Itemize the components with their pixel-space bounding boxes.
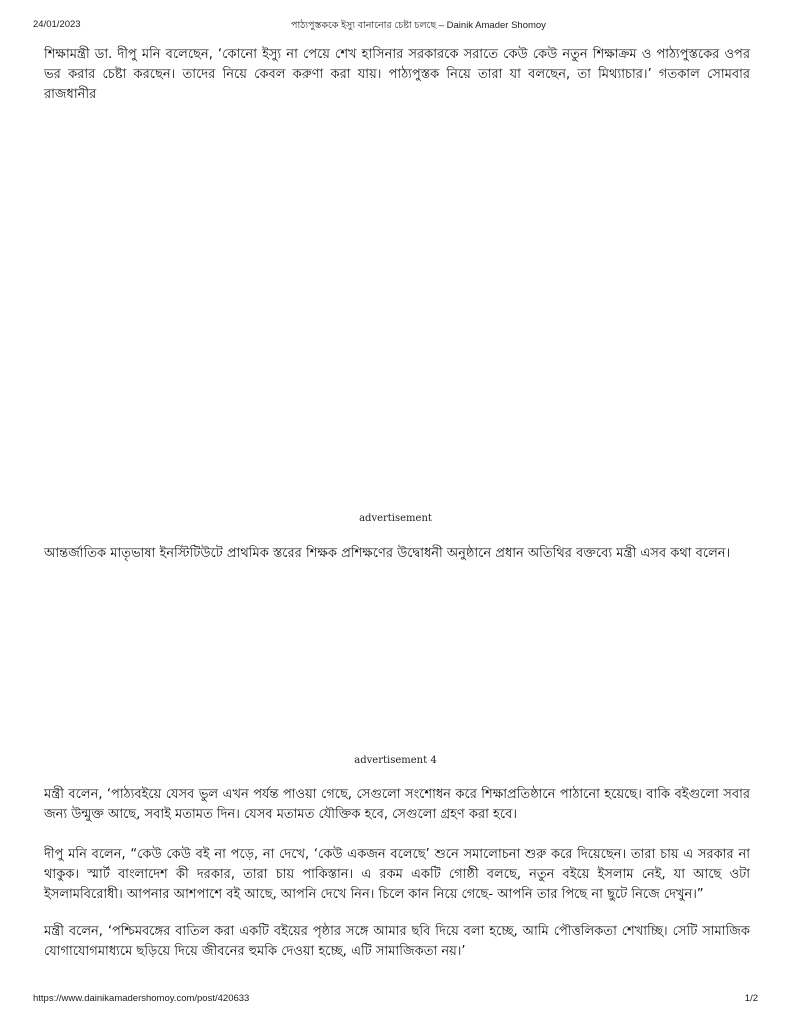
article-paragraph-1: শিক্ষামন্ত্রী ডা. দীপু মনি বলেছেন, ‘কোনো ইস্যু না পেয়ে শেখ হাসিনার সরকারকে সরাতে কেউ কেউ নতুন শিক্ষাক্রম ও পাঠ্যপুস্তকের ওপর ভর করার চেষ্টা করছেন। তাদের নিয়ে কেবল করুণা করা যায়। পাঠ্যপুস্তক নিয়ে তারা যা বলছেন, তা মিথ্যাচার।’ গতকাল সোমবার রাজধানীর [44, 47, 750, 102]
print-header [33, 19, 758, 33]
article-paragraph-5: মন্ত্রী বলেন, ‘পশ্চিমবঙ্গের বাতিল করা একটি বইয়ের পৃষ্ঠার সঙ্গে আমার ছবি দিয়ে বলা হচ্ছে, আমি পৌত্তলিকতা শেখাচ্ছি। সেটি সামাজিক যোগাযোগমাধ্যমে ছড়িয়ে দিয়ে জীবনের হুমকি দেওয়া হচ্ছে, এটি সামাজিকতা নয়।’ [44, 924, 750, 959]
article-paragraph-2: আন্তর্জাতিক মাতৃভাষা ইনস্টিটিউটে প্রাথমিক স্তরের শিক্ষক প্রশিক্ষণের উদ্বোধনী অনুষ্ঠানে প্রধান অতিথির বক্তব্যে মন্ত্রী এসব কথা বলেন। [44, 546, 731, 561]
print-footer [33, 993, 758, 1007]
article-paragraph-3: মন্ত্রী বলেন, ‘পাঠ্যবইয়ে যেসব ভুল এখন পর্যন্ত পাওয়া গেছে, সেগুলো সংশোধন করে শিক্ষাপ্রতিষ্ঠানে পাঠানো হয়েছে। বাকি বইগুলো সবার জন্য উন্মুক্ত আছে, সবাই মতামত দিন। যেসব মতামত যৌক্তিক হবে, সেগুলো গ্রহণ করা হবে। [44, 787, 750, 822]
page-url-link[interactable]: https://www.dainikamadershomoy.com/post/420633 [33, 993, 250, 1004]
advertisement-label: advertisement [359, 513, 432, 524]
print-date: 24/01/2023 [33, 19, 81, 30]
article-paragraph-4: দীপু মনি বলেন, “কেউ কেউ বই না পড়ে, না দেখে, ‘কেউ একজন বলেছে’ শুনে সমালোচনা শুরু করে দিয়েছেন। তারা চায় এ সরকার না থাকুক। স্মার্ট বাংলাদেশ কী দরকার, তারা চায় পাকিস্তান। এ রকম একটি গোষ্ঠী বলছে, নতুন বইয়ে ইসলাম নেই, যা আছে ওটা ইসলামবিরোধী। আপনার আশপাশে বই আছে, আপনি দেখে নিন। চিলে কান নিয়ে গেছে- আপনি তার পিছে না ছুটে নিজে দেখুন।” [44, 847, 750, 902]
page-number: 1/2 [744, 993, 758, 1004]
advertisement-label-4: advertisement 4 [354, 755, 437, 766]
page-title: পাঠ্যপুস্তককে ইস্যু বানানোর চেষ্টা চলছে – Dainik Amader Shomoy [291, 20, 546, 31]
